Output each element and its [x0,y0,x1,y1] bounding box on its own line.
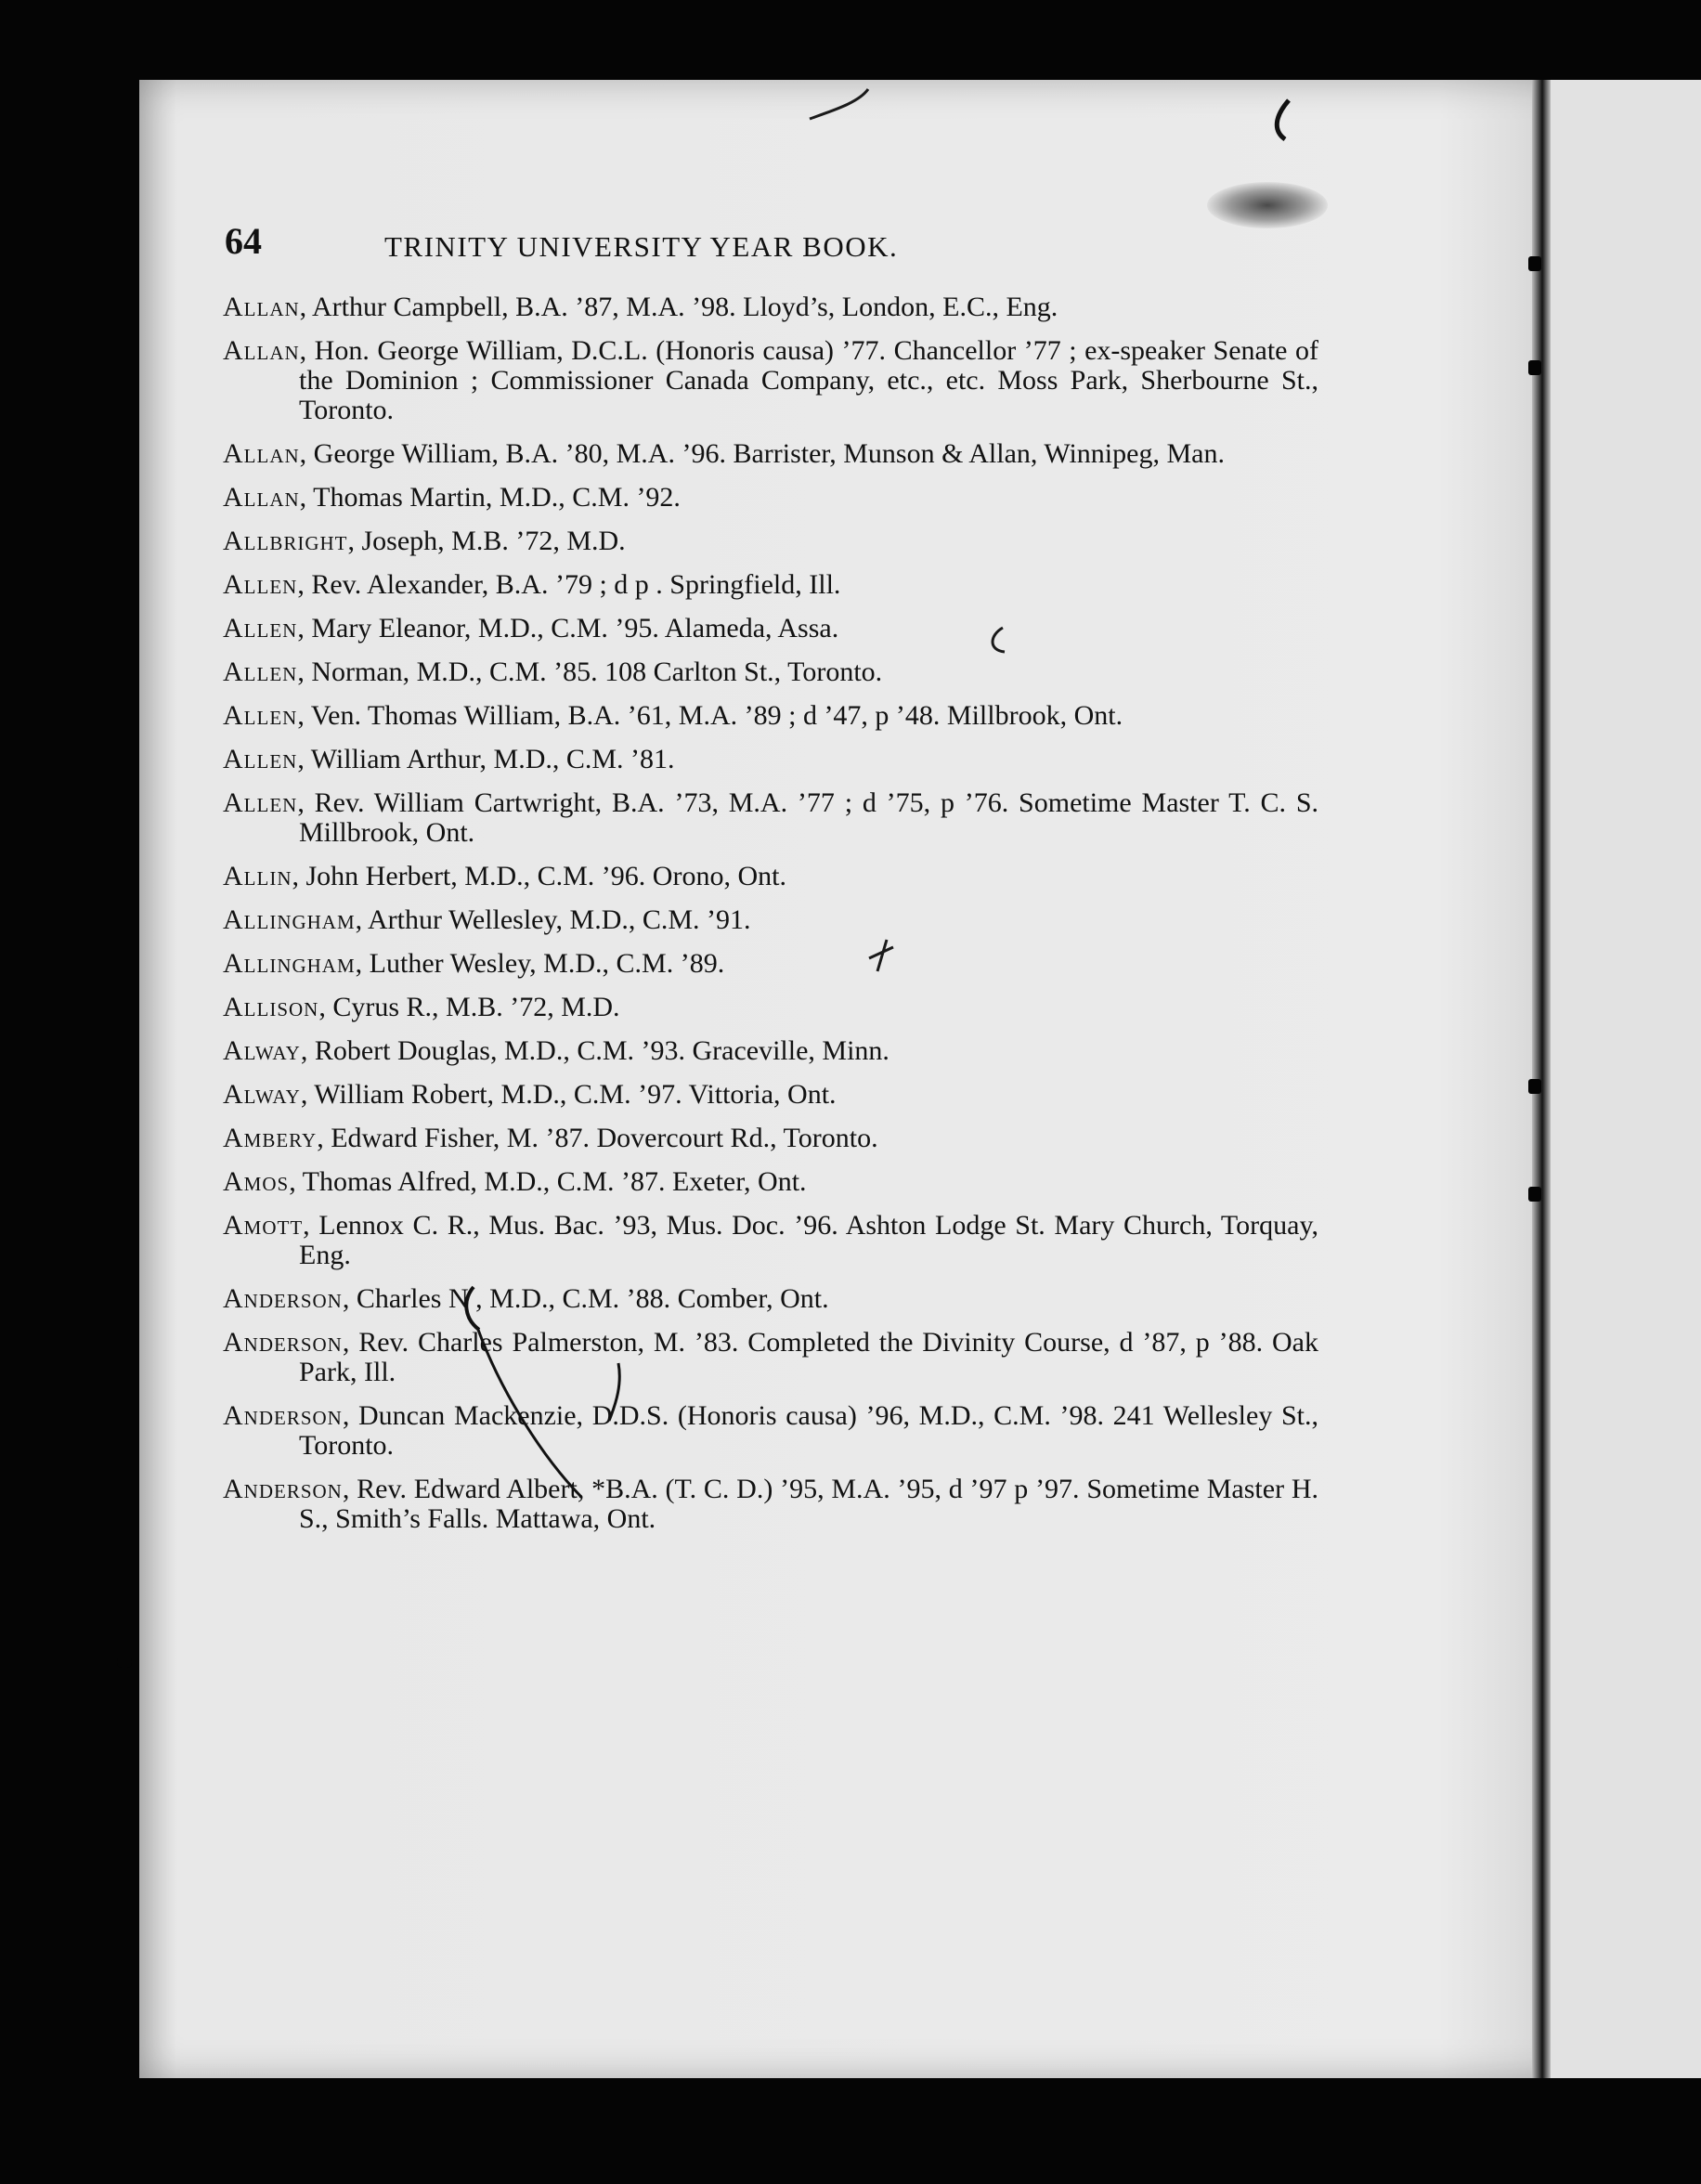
entry-details: , Mary Eleanor, M.D., C.M. ’95. Alameda, Assa. [297,613,839,644]
entry-surname: Allin [223,861,292,891]
entry-surname: Amos [223,1166,290,1197]
page-number: 64 [225,220,262,262]
entry-surname: Amott [223,1210,304,1241]
entry-details: , Rev. William Cartwright, B.A. ’73, M.A. ’77 ; d ’75, p ’76. Sometime Master T. C. S. Millbrook, Ont. [297,787,1318,848]
entry-details: , John Herbert, M.D., C.M. ’96. Orono, Ont. [292,861,786,891]
entry-surname: Allen [223,613,298,644]
entry-surname: Alway [223,1079,301,1110]
entry-surname: Anderson [223,1400,343,1431]
entry-details: , Thomas Alfred, M.D., C.M. ’87. Exeter, Ont. [289,1166,807,1197]
entry-details: , Rev. Alexander, B.A. ’79 ; d p . Springfield, Ill. [297,569,841,600]
entry-details: , William Arthur, M.D., C.M. ’81. [297,744,675,774]
entry-details: , Joseph, M.B. ’72, M.D. [347,526,626,556]
entry-surname: Allen [223,744,298,774]
entry-surname: Allison [223,992,319,1022]
entry-surname: Allingham [223,948,356,979]
entry-details: , Arthur Campbell, B.A. ’87, M.A. ’98. Lloyd’s, London, E.C., Eng. [299,292,1058,322]
entry-details: , George William, B.A. ’80, M.A. ’96. Barrister, Munson & Allan, Winnipeg, Man. [299,438,1225,469]
entry-details: , Ven. Thomas William, B.A. ’61, M.A. ’89 ; d ’47, p ’48. Millbrook, Ont. [297,700,1123,731]
entry-surname: Allen [223,787,298,818]
entry-surname: Allen [223,656,298,687]
entry-surname: Allan [223,482,300,513]
entry-details: , Rev. Edward Albert, *B.A. (T. C. D.) ’95, M.A. ’95, d ’97 p ’97. Sometime Master H. S., Smith’s Falls. Mattawa, Ont. [299,1474,1318,1534]
entry-surname: Anderson [223,1474,343,1504]
entry-details: , Lennox C. R., Mus. Bac. ’93, Mus. Doc. ’96. Ashton Lodge St. Mary Church, Torquay, Eng. [299,1210,1318,1270]
entry-details: , Thomas Martin, M.D., C.M. ’92. [299,482,681,513]
entry-surname: Anderson [223,1283,343,1314]
entry-surname: Allen [223,569,298,600]
entry-details: , William Robert, M.D., C.M. ’97. Vittoria, Ont. [300,1079,837,1110]
entry-details: , Rev. Charles Palmerston, M. ’83. Completed the Divinity Course, d ’87, p ’88. Oak Park, Ill. [299,1327,1318,1387]
entry-details: , Robert Douglas, M.D., C.M. ’93. Graceville, Minn. [300,1035,889,1066]
running-title: TRINITY UNIVERSITY YEAR BOOK. [384,230,899,263]
entry-surname: Alway [223,1035,301,1066]
entry-details: , Duncan Mackenzie, D.D.S. (Honoris causa) ’96, M.D., C.M. ’98. 241 Wellesley St., Toronto. [299,1400,1318,1461]
entry-surname: Allan [223,335,300,366]
entry-surname: Allan [223,292,300,322]
entry-surname: Allen [223,700,298,731]
entry-surname: Ambery [223,1123,318,1153]
entry-surname: Allbright [223,526,348,556]
entry-details: , Norman, M.D., C.M. ’85. 108 Carlton St., Toronto. [297,656,883,687]
entry-details: , Edward Fisher, M. ’87. Dovercourt Rd., Toronto. [317,1123,878,1153]
entry-details: , Charles N , M.D., C.M. ’88. Comber, Ont. [342,1283,829,1314]
entry-details: , Arthur Wellesley, M.D., C.M. ’91. [355,904,751,935]
entry-surname: Anderson [223,1327,343,1358]
entry-surname: Allingham [223,904,356,935]
entry-details: , Cyrus R., M.B. ’72, M.D. [318,992,620,1022]
entry-details: , Hon. George William, D.C.L. (Honoris causa) ’77. Chancellor ’77 ; ex-speaker Senate of the Dominion ; Commissioner Canada Company, etc., etc. Moss Park, Sherbourne St., Toronto. [299,335,1318,425]
entry-surname: Allan [223,438,300,469]
entry-details: , Luther Wesley, M.D., C.M. ’89. [355,948,725,979]
